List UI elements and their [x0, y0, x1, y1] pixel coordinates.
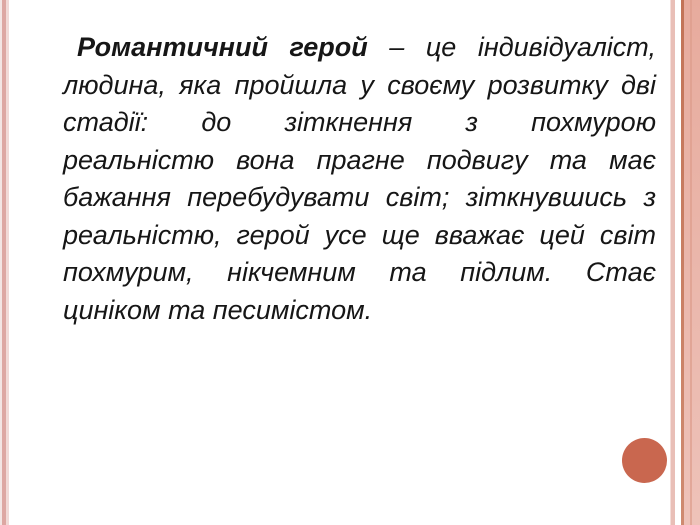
right-border-band-inner-line: [690, 0, 692, 525]
slide-body-text: [63, 29, 656, 329]
right-border-salmon-band: [684, 0, 700, 525]
lead-term-bold: Романтичний герой: [77, 32, 368, 62]
left-border-inner-stripe: [6, 0, 9, 525]
text-line-5: бажання перебудувати світ; зіткнувшись з: [63, 182, 656, 212]
text-line-4: реальністю вона прагне подвигу та має: [63, 144, 656, 175]
lead-term-rest: – це індивідуаліст,: [367, 32, 656, 62]
text-line-2: людина, яка пройшла у своєму розвитку дві: [63, 69, 656, 100]
text-line-1: [63, 29, 656, 67]
text-line-6: реальністю, герой усе ще вважає цей світ: [63, 219, 656, 250]
text-line-3: стадії: до зіткнення з похмурою: [63, 107, 656, 137]
accent-circle-shape: [622, 438, 667, 483]
text-line-8: циніком та песимістом.: [63, 294, 373, 325]
right-border-light-stripe: [671, 0, 675, 525]
text-line-7: похмурим, нікчемним та підлим. Стає: [63, 257, 656, 287]
